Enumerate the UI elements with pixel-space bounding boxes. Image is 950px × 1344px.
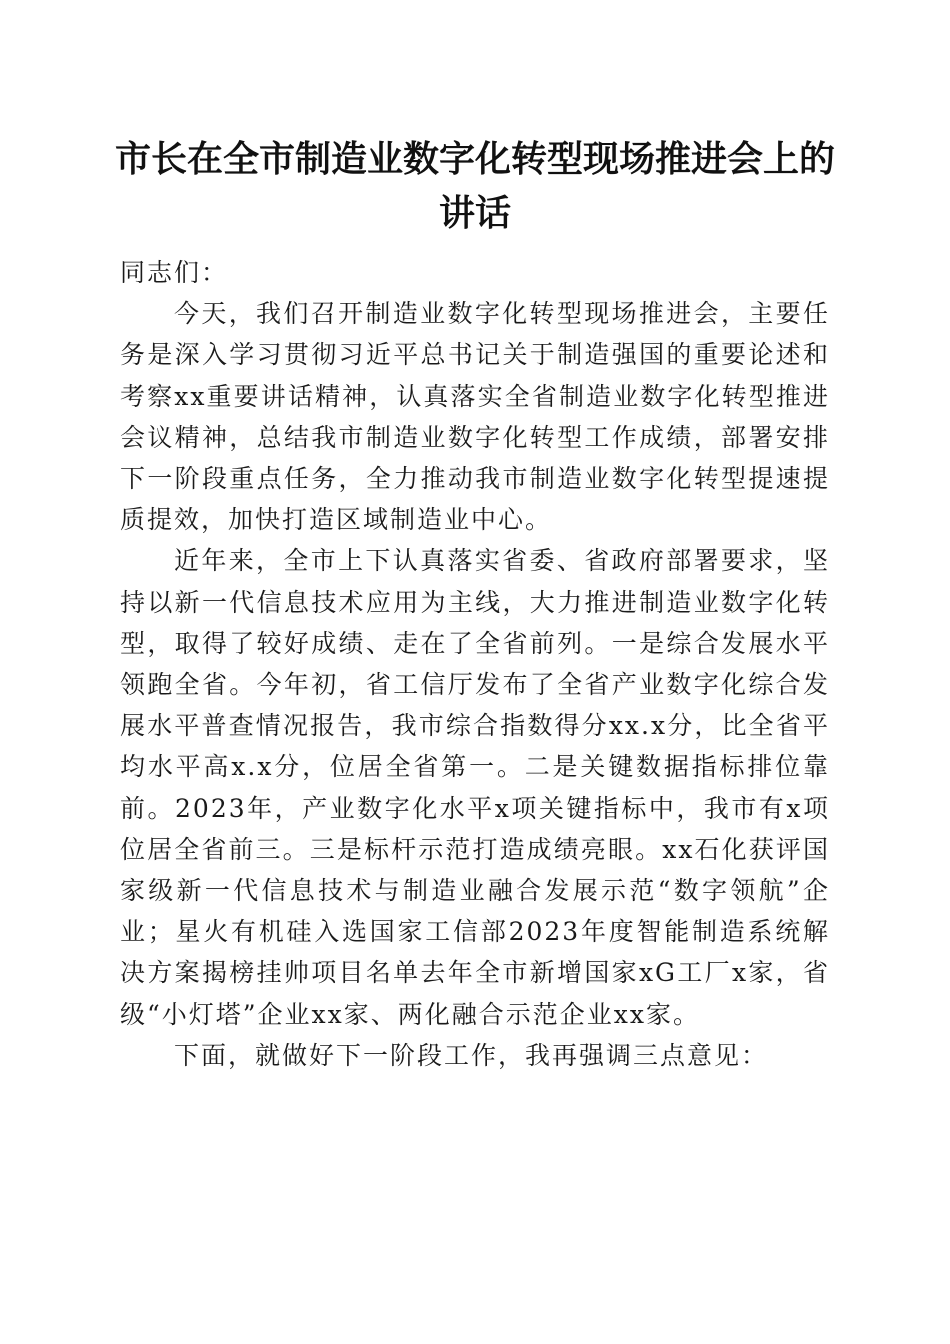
document-body [120, 252, 830, 1076]
document-title: 市长在全市制造业数字化转型现场推进会上的讲话 [114, 138, 835, 234]
paragraph-opening: 今天，我们召开制造业数字化转型现场推进会，主要任务是深入学习贯彻习近平总书记关于制造强国的重要论述和考察xx重要讲话精神，认真落实全省制造业数字化转型推进会议精神，总结我市制造业数字化转型工作成绩，部署安排下一阶段重点任务，全力推动我市制造业数字化转型提速提质提效，加快打造区域制造业中心。 [120, 299, 830, 535]
paragraph-achievements: 近年来，全市上下认真落实省委、省政府部署要求，坚持以新一代信息技术应用为主线，大力推进制造业数字化转型，取得了较好成绩、走在了全省前列。一是综合发展水平领跑全省。今年初，省工信厅发布了全省产业数字化综合发展水平普查情况报告，我市综合指数得分xx.x分，比全省平均水平高x.x分，位居全省第一。二是关键数据指标排位靠前。2023年，产业数字化水平x项关键指标中，我市有x项位居全省前三。三是标杆示范打造成绩亮眼。xx石化获评国家级新一代信息技术与制造业融合发展示范“数字领航”企业；星火有机硅入选国家工信部2023年度智能制造系统解决方案揭榜挂帅项目名单去年全市新增国家xG工厂x家，省级“小灯塔”企业xx家、两化融合示范企业xx家。 [120, 546, 830, 1029]
paragraph-transition: 下面，就做好下一阶段工作，我再强调三点意见： [174, 1040, 769, 1070]
salutation: 同志们： [120, 258, 229, 287]
